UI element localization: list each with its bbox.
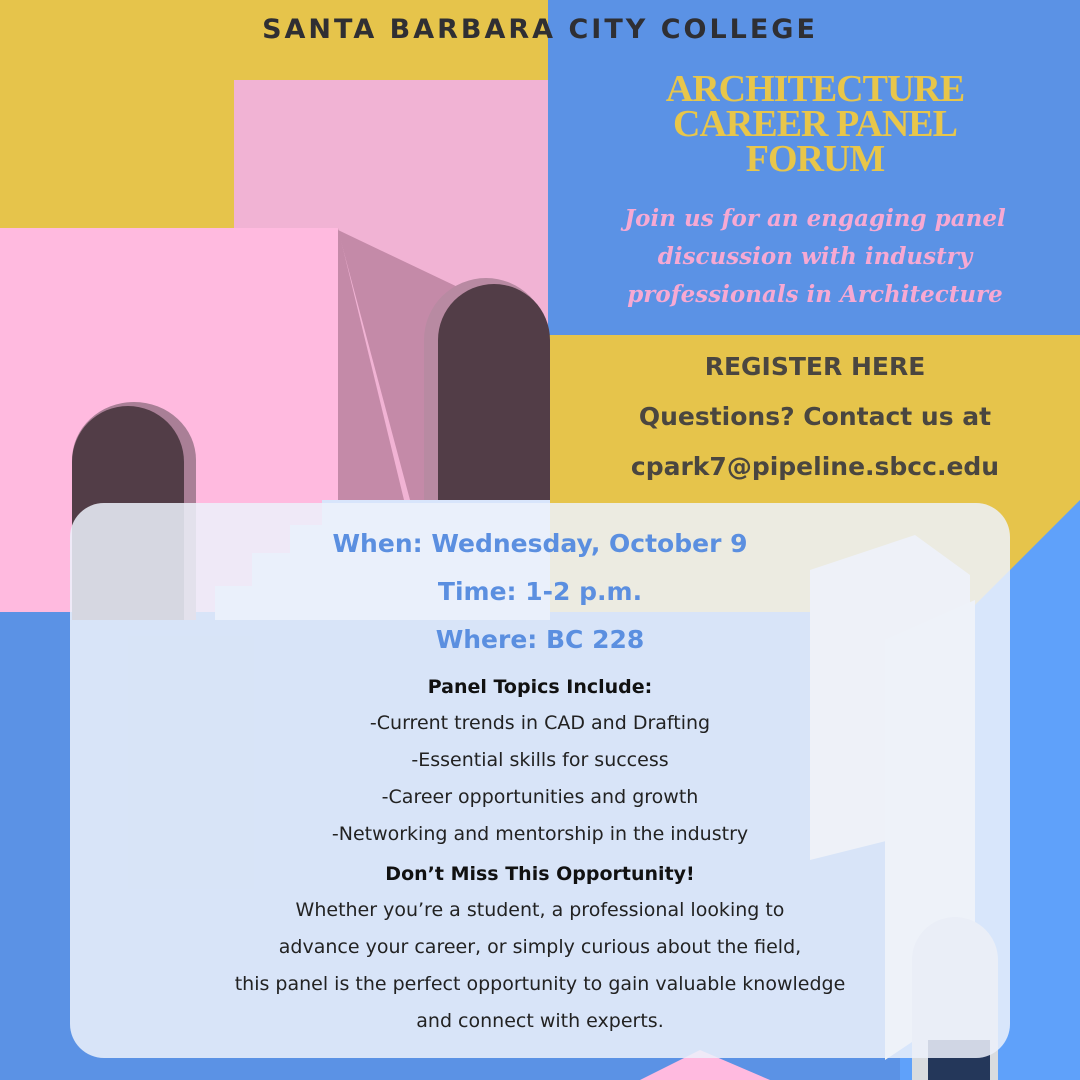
event-title-line-2: CAREER PANEL: [673, 103, 957, 145]
closing-heading: Don’t Miss This Opportunity!: [385, 863, 695, 885]
event-title-line-3: FORUM: [745, 138, 885, 180]
contact-email-link[interactable]: cpark7@pipeline.sbcc.edu: [630, 452, 1000, 481]
college-name: SANTA BARBARA CITY COLLEGE: [262, 14, 818, 45]
closing-line: Whether you’re a student, a professional looking to: [295, 899, 785, 921]
event-subtitle: [610, 200, 1020, 314]
closing-line: advance your career, or simply curious about the field,: [278, 936, 802, 958]
topics-section: [70, 669, 1010, 853]
event-subtitle-line-1: Join us for an engaging panel: [624, 205, 1006, 232]
event-time: Time: 1-2 p.m.: [437, 577, 643, 606]
topic-item: -Networking and mentorship in the industry: [331, 823, 749, 845]
event-subtitle-line-3: professionals in Architecture: [627, 281, 1003, 308]
closing-line: this panel is the perfect opportunity to gain valuable knowledge: [234, 973, 846, 995]
closing-section: [70, 856, 1010, 1040]
tall-arch: [438, 284, 550, 520]
event-when: When: Wednesday, October 9: [332, 529, 748, 558]
closing-line: and connect with experts.: [416, 1010, 664, 1032]
topic-item: -Current trends in CAD and Drafting: [369, 712, 711, 734]
topic-item: -Essential skills for success: [411, 749, 669, 771]
info-panel: [70, 503, 1010, 1058]
event-where: Where: BC 228: [435, 625, 645, 654]
event-subtitle-line-2: discussion with industry: [657, 243, 973, 270]
topic-item: -Career opportunities and growth: [381, 786, 699, 808]
event-details: [70, 520, 1010, 664]
register-link[interactable]: REGISTER HERE: [704, 352, 926, 381]
event-title: [600, 68, 1030, 180]
event-title-line-1: ARCHITECTURE: [665, 68, 965, 110]
topics-heading: Panel Topics Include:: [427, 676, 653, 698]
questions-label: Questions? Contact us at: [638, 402, 992, 431]
